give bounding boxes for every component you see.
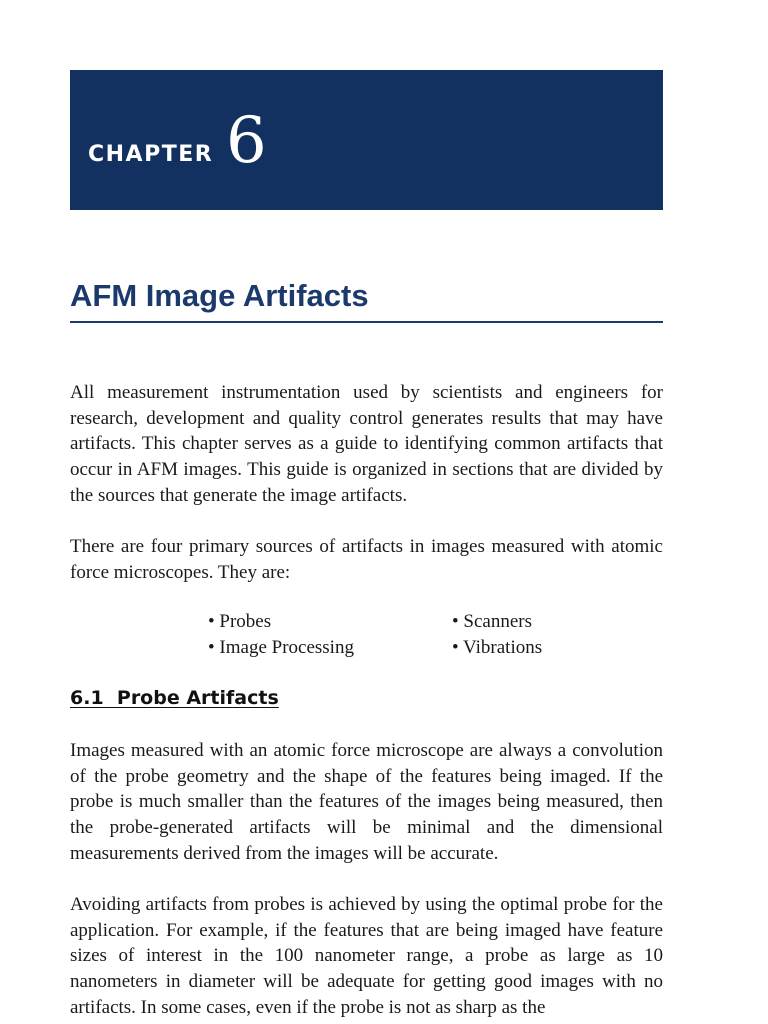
chapter-label: CHAPTER (88, 142, 214, 167)
list-item: • Probes (208, 611, 272, 632)
list-item: • Image Processing (208, 637, 354, 658)
list-item: • Scanners (452, 611, 532, 632)
artifact-sources-list (0, 609, 768, 665)
intro-paragraph: All measurement instrumentation used by scientists and engineers for research, development and quality control generates results that may have artifacts. This chapter serves as a guide to identifying common artifacts that occur in AFM images. This guide is organized in sections that are divided by the sources that generate the image artifacts. (70, 382, 663, 506)
chapter-title: AFM Image Artifacts (70, 278, 369, 313)
probe-selection-paragraph: Avoiding artifacts from probes is achieved by using the optimal probe for the application. For example, if the features that are being imaged have feature sizes of interest in the 100 nanometer range, a probe as large as 10 nanometers in diameter will be adequate for getting good images with no artifacts. In some cases, even if the probe is not as sharp as the (70, 894, 663, 1018)
chapter-banner (70, 70, 663, 210)
sources-intro-paragraph: There are four primary sources of artifacts in images measured with atomic force microscopes. They are: (70, 536, 663, 583)
chapter-number: 6 (226, 104, 267, 178)
title-rule (70, 321, 663, 323)
probe-convolution-paragraph: Images measured with an atomic force microscope are always a convolution of the probe geometry and the shape of the features being imaged. If the probe is much smaller than the features of the images being measured, then the probe-generated artifacts will be minimal and the dimensional measurements derived from the images will be accurate. (70, 740, 663, 864)
section-heading: 6.1 Probe Artifacts (70, 687, 279, 709)
list-item: • Vibrations (452, 637, 543, 658)
